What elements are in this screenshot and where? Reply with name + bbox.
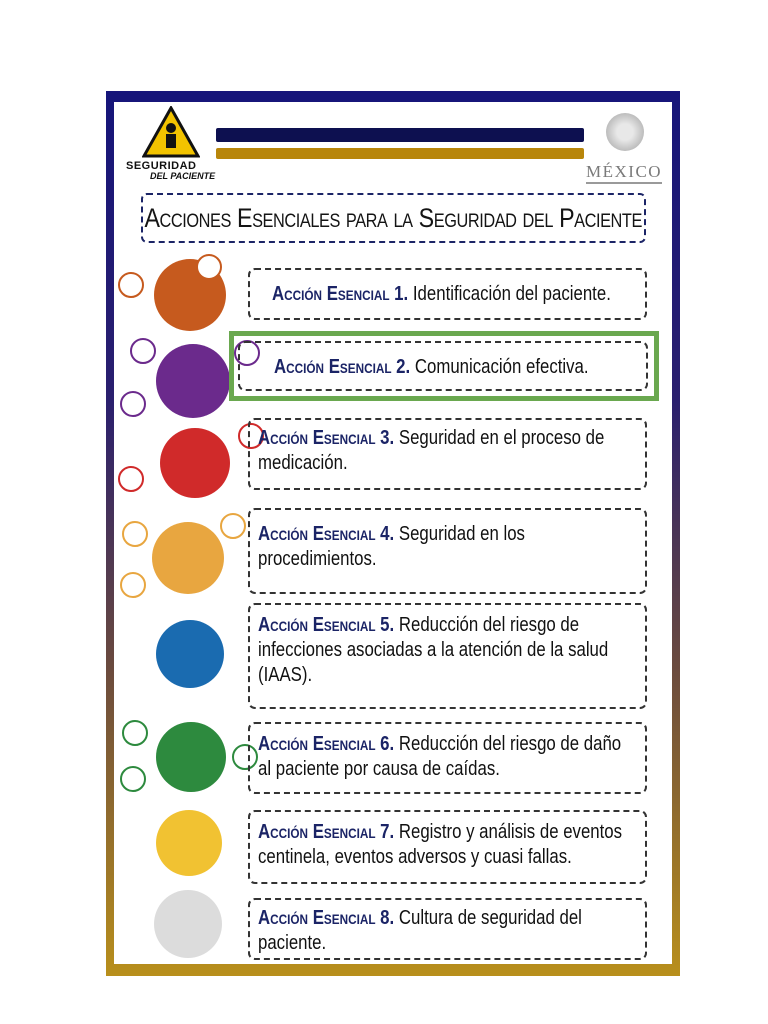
action-text: Reducción del riesgo de infecciones asociadas a la atención de la salud (IAAS).: [258, 614, 609, 686]
mexico-seal-icon: [606, 113, 644, 151]
warning-triangle-icon: [142, 106, 200, 158]
action-text: Registro y análisis de eventos centinela, eventos adversos y cuasi fallas.: [258, 821, 623, 868]
id-card-icon: [196, 254, 222, 280]
padlock-icon: [160, 428, 230, 498]
safety-logo: [126, 104, 224, 180]
poster-title: Acciones Esenciales para la Seguridad del Paciente: [144, 202, 643, 233]
action-prefix: Acción Esencial 5.: [258, 614, 395, 636]
person-icon: [120, 766, 146, 792]
action-prefix: Acción Esencial 6.: [258, 733, 395, 755]
selection-highlight: [229, 331, 659, 401]
id-card-icon: [118, 272, 144, 298]
country-label: MÉXICO: [586, 162, 663, 181]
phone-icon: [120, 391, 146, 417]
elderly-person-icon: [122, 720, 148, 746]
shield-person-icon: [154, 890, 222, 958]
surgeon-icon: [152, 522, 224, 594]
action-prefix: Acción Esencial 7.: [258, 821, 395, 843]
action-text: Seguridad en el proceso de medicación.: [258, 427, 605, 474]
clipboard-icon: [156, 810, 222, 876]
action-text: Identificación del paciente.: [408, 283, 611, 305]
header-navy-bar: [216, 128, 584, 142]
id-card-icon: [122, 521, 148, 547]
action-text: Reducción del riesgo de daño al paciente por causa de caídas.: [258, 733, 622, 780]
water-drops-icon: [156, 620, 224, 688]
action-box-4: [248, 508, 647, 594]
action-box-6: [248, 722, 647, 794]
action-text: Seguridad en los procedimientos.: [258, 523, 525, 570]
action-box-7: [248, 810, 647, 884]
doctor-icon: [156, 344, 230, 418]
country-underline: [586, 182, 662, 184]
logo-word: SEGURIDAD: [126, 160, 197, 172]
action-text: Comunicación efectiva.: [410, 356, 589, 378]
action-prefix: Acción Esencial 3.: [258, 427, 395, 449]
pills-icon: [118, 466, 144, 492]
action-prefix: Acción Esencial 4.: [258, 523, 395, 545]
action-box-5: [248, 603, 647, 709]
action-prefix: Acción Esencial 1.: [272, 283, 409, 305]
action-box-1: [248, 268, 647, 320]
checklist-icon: [120, 572, 146, 598]
id-card-icon: [130, 338, 156, 364]
action-box-8: [248, 898, 647, 960]
clock-icon: [220, 513, 246, 539]
fall-patient-icon: [156, 722, 226, 792]
header-gold-bar: [216, 148, 584, 159]
logo-subtitle: DEL PACIENTE: [150, 171, 216, 181]
action-text: Cultura de seguridad del paciente.: [258, 907, 582, 954]
action-box-3: [248, 418, 647, 490]
action-prefix: Acción Esencial 2.: [274, 356, 411, 378]
action-prefix: Acción Esencial 8.: [258, 907, 395, 929]
title-box: [141, 193, 646, 243]
